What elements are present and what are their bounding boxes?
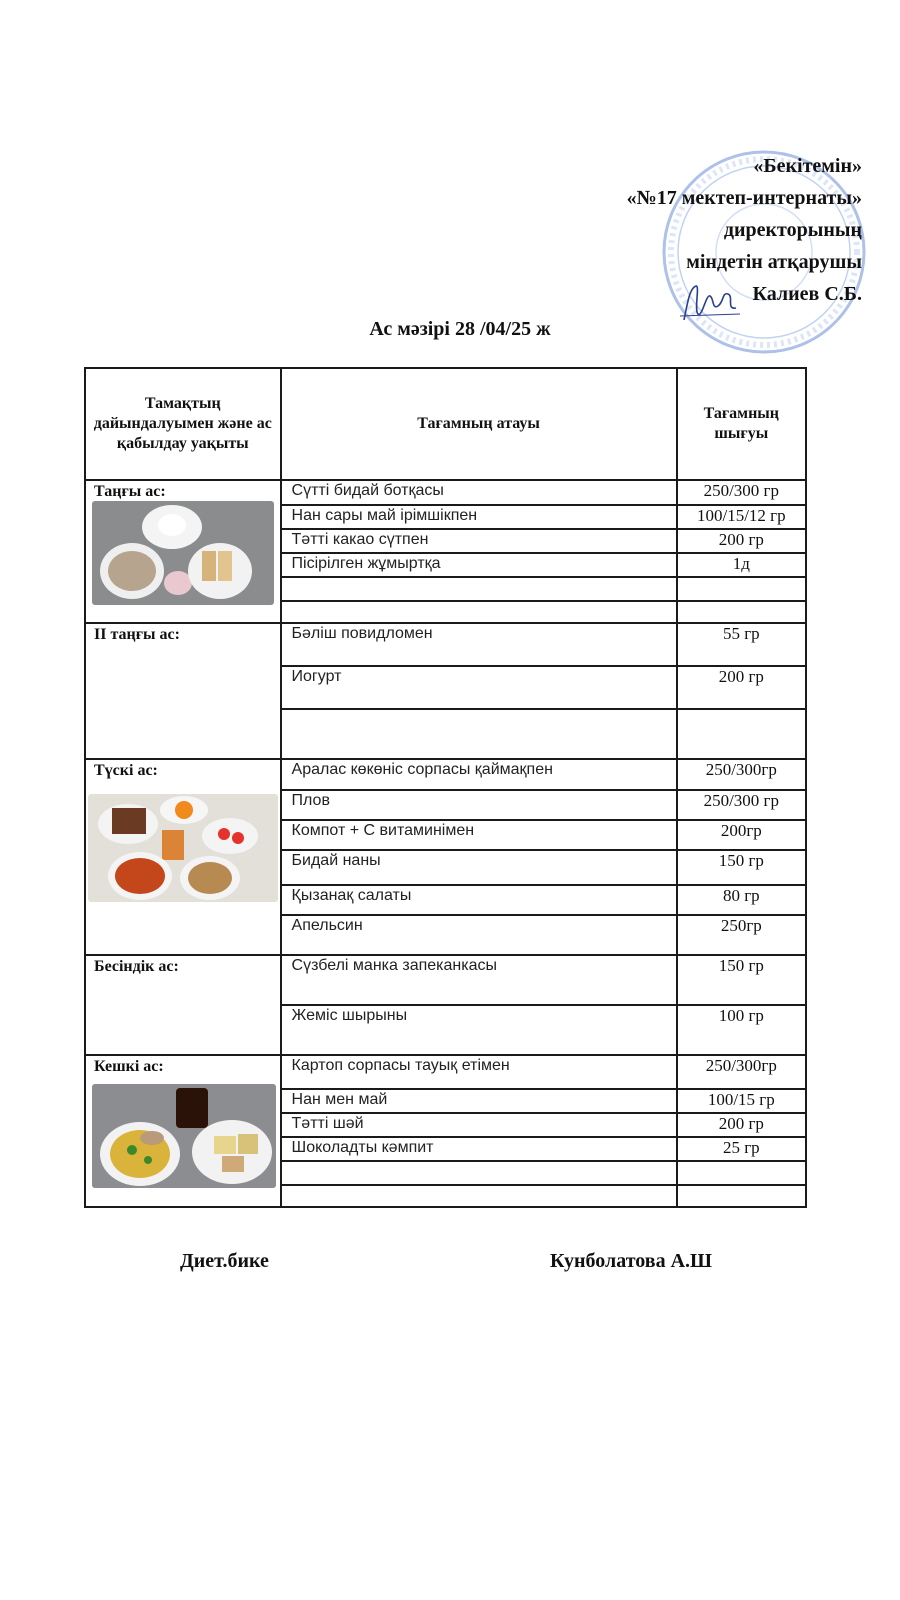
meal-label: Таңғы ас:: [94, 483, 166, 500]
table-row: [85, 480, 806, 505]
dish-output: 250гр: [677, 915, 806, 955]
meal-label: Түскі ас:: [94, 762, 158, 779]
meal-cell-breakfast: [85, 480, 281, 623]
dish-output: 250/300 гр: [677, 480, 806, 505]
breakfast-photo: [92, 501, 274, 605]
dish-output: [677, 709, 806, 759]
dish-output: [677, 1185, 806, 1207]
dish-name: [281, 1161, 677, 1185]
dish-output: 250/300 гр: [677, 790, 806, 820]
footer-name: Кунболатова А.Ш: [550, 1250, 712, 1272]
approval-line-3: директорының: [723, 219, 862, 241]
dish-name: Иогурт: [281, 666, 677, 709]
dish-output: 55 гр: [677, 623, 806, 666]
meal-cell-snack: [85, 955, 281, 1055]
dish-name: Бәліш повидломен: [281, 623, 677, 666]
meal-cell-dinner: [85, 1055, 281, 1207]
dish-name: Пісірілген жұмыртқа: [281, 553, 677, 577]
header-dish: Тағамның атауы: [281, 368, 677, 480]
dish-name: Тәтті шәй: [281, 1113, 677, 1137]
table-row: [85, 955, 806, 1005]
dish-output: 150 гр: [677, 850, 806, 885]
approval-line-2: «№17 мектеп-интернаты»: [626, 187, 862, 209]
table-row: [85, 623, 806, 666]
dish-name: Картоп сорпасы тауық етімен: [281, 1055, 677, 1089]
dish-name: [281, 601, 677, 623]
dish-output: 250/300гр: [677, 1055, 806, 1089]
dish-name: Тәтті какао сүтпен: [281, 529, 677, 553]
dish-name: [281, 709, 677, 759]
dish-output: 200 гр: [677, 1113, 806, 1137]
meal-cell-second-breakfast: [85, 623, 281, 759]
dish-output: 1д: [677, 553, 806, 577]
approval-line-5: Калиев С.Б.: [752, 283, 862, 305]
dish-name: Шоколадты кәмпит: [281, 1137, 677, 1161]
meal-label: Бесіндік ас:: [94, 958, 179, 975]
approval-line-4: міндетін атқарушы: [686, 251, 862, 273]
dish-output: 200гр: [677, 820, 806, 850]
footer-role: Диет.бике: [180, 1250, 269, 1272]
dish-output: 100 гр: [677, 1005, 806, 1055]
dish-output: [677, 1161, 806, 1185]
dish-output: 25 гр: [677, 1137, 806, 1161]
dish-output: 150 гр: [677, 955, 806, 1005]
dish-output: 80 гр: [677, 885, 806, 915]
dish-name: Апельсин: [281, 915, 677, 955]
header-output: Тағамның шығуы: [677, 368, 806, 480]
dish-output: 200 гр: [677, 666, 806, 709]
page-title: Ас мәзірі 28 /04/25 ж: [369, 318, 551, 340]
dish-name: Аралас көкөніс сорпасы қаймақпен: [281, 759, 677, 790]
dish-name: Плов: [281, 790, 677, 820]
approval-line-1: «Бекітемін»: [753, 155, 862, 177]
dish-output: [677, 577, 806, 601]
table-header-row: [85, 368, 806, 480]
dish-name: Компот + С витаминімен: [281, 820, 677, 850]
dish-name: [281, 1185, 677, 1207]
menu-table: [84, 367, 807, 1208]
dish-name: Сүтті бидай ботқасы: [281, 480, 677, 505]
table-row: [85, 759, 806, 790]
meal-label: Кешкі ас:: [94, 1058, 164, 1075]
dish-name: Нан мен май: [281, 1089, 677, 1113]
dish-name: Қызанақ салаты: [281, 885, 677, 915]
meal-cell-lunch: [85, 759, 281, 955]
meal-label: ІІ таңғы ас:: [94, 626, 180, 643]
dish-output: 200 гр: [677, 529, 806, 553]
dish-name: Жеміс шырыны: [281, 1005, 677, 1055]
dish-name: Сүзбелі манка запеканкасы: [281, 955, 677, 1005]
approval-block: [482, 150, 862, 310]
dish-output: [677, 601, 806, 623]
dinner-photo: [92, 1084, 276, 1188]
lunch-photo: [88, 794, 278, 902]
dish-output: 100/15 гр: [677, 1089, 806, 1113]
dish-name: Бидай наны: [281, 850, 677, 885]
dish-output: 100/15/12 гр: [677, 505, 806, 529]
header-time: Тамақтың дайындалуымен және ас қабылдау уақыты: [85, 368, 281, 480]
dish-output: 250/300гр: [677, 759, 806, 790]
dish-name: Нан сары май ірімшікпен: [281, 505, 677, 529]
dish-name: [281, 577, 677, 601]
table-row: [85, 1055, 806, 1089]
